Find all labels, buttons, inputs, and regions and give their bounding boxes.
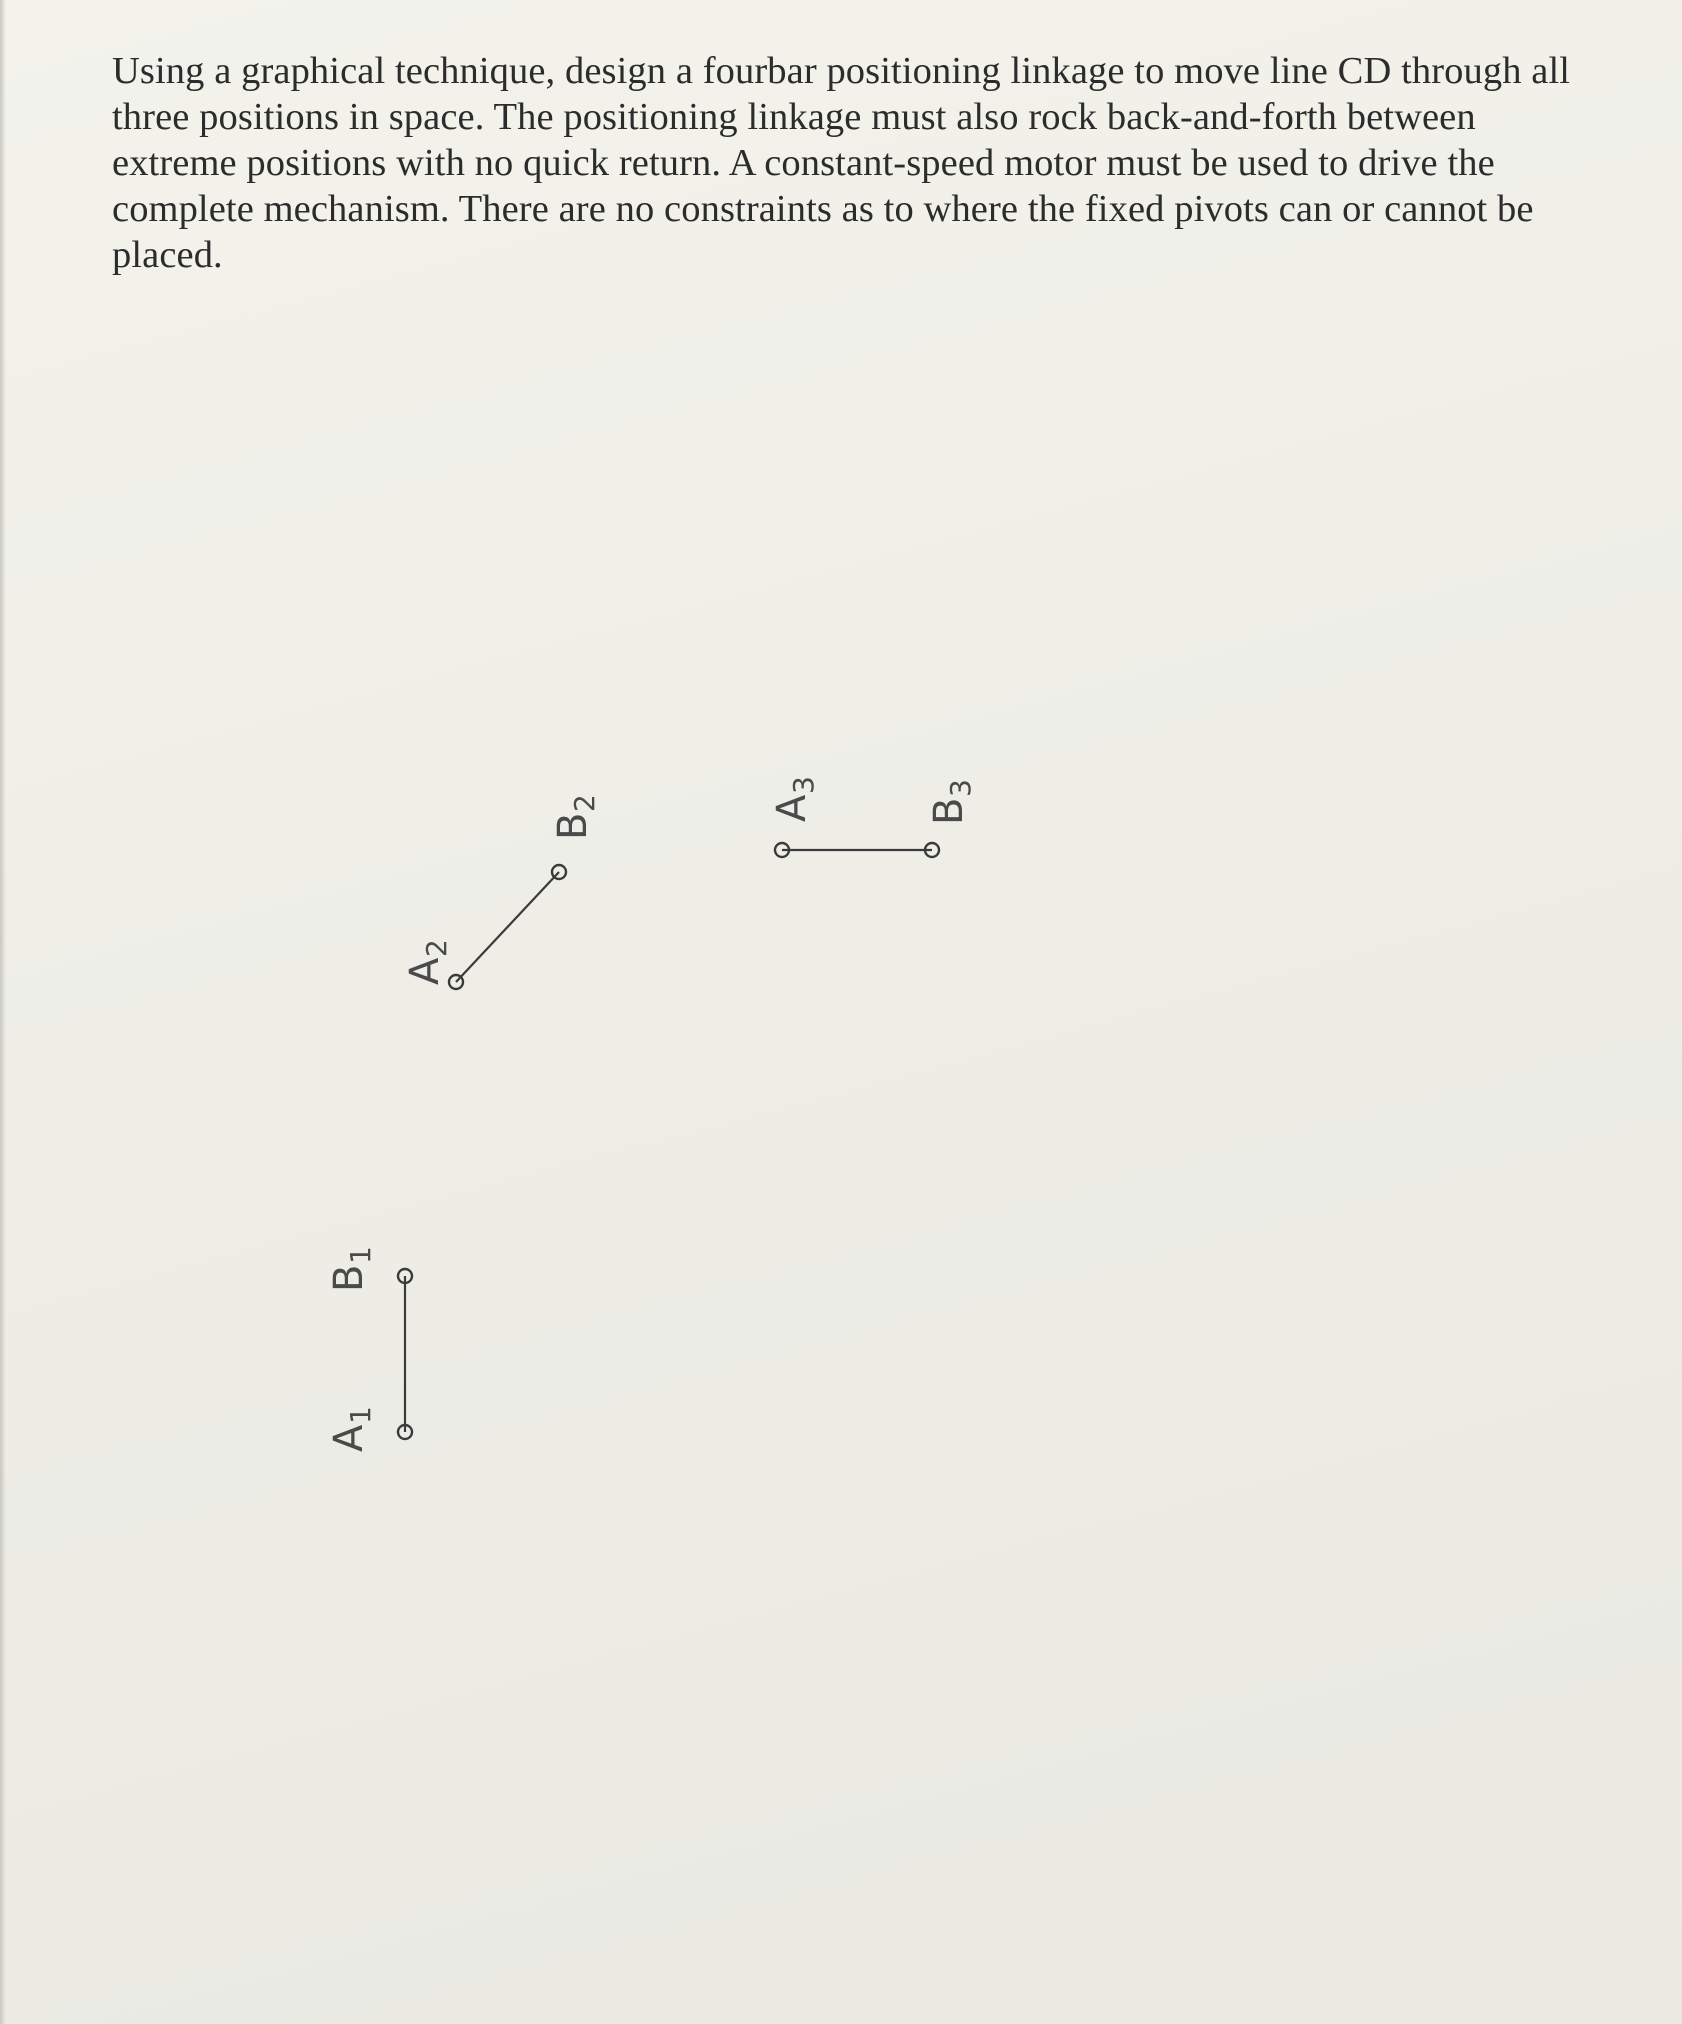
label-b1-sub: 1 <box>344 1246 377 1264</box>
position-3 <box>769 776 977 857</box>
label-a1-sub: 1 <box>344 1406 377 1424</box>
position-2 <box>402 794 601 989</box>
segment-a2-b2 <box>456 872 559 982</box>
label-b2-sub: 2 <box>568 794 601 812</box>
position-1 <box>326 1246 412 1452</box>
problem-statement: Using a graphical technique, design a fourbar positioning linkage to move line CD through all three positions in space. The positioning linkage must also rock back-and-forth between extreme positions with no quick return. A constant-speed motor must be used to drive the complete mechanism. There are no constraints as to where the fixed pivots can or cannot be placed. <box>112 50 1571 276</box>
label-b3-letter: B <box>926 797 972 825</box>
label-a2-letter: A <box>402 957 448 985</box>
label-b3-sub: 3 <box>944 779 977 797</box>
label-a1-letter: A <box>326 1424 372 1452</box>
label-a2-sub: 2 <box>420 939 453 957</box>
label-b2-letter: B <box>550 812 596 840</box>
label-b1-letter: B <box>326 1264 372 1292</box>
label-a3-sub: 3 <box>787 776 820 794</box>
label-a3-letter: A <box>769 794 815 822</box>
